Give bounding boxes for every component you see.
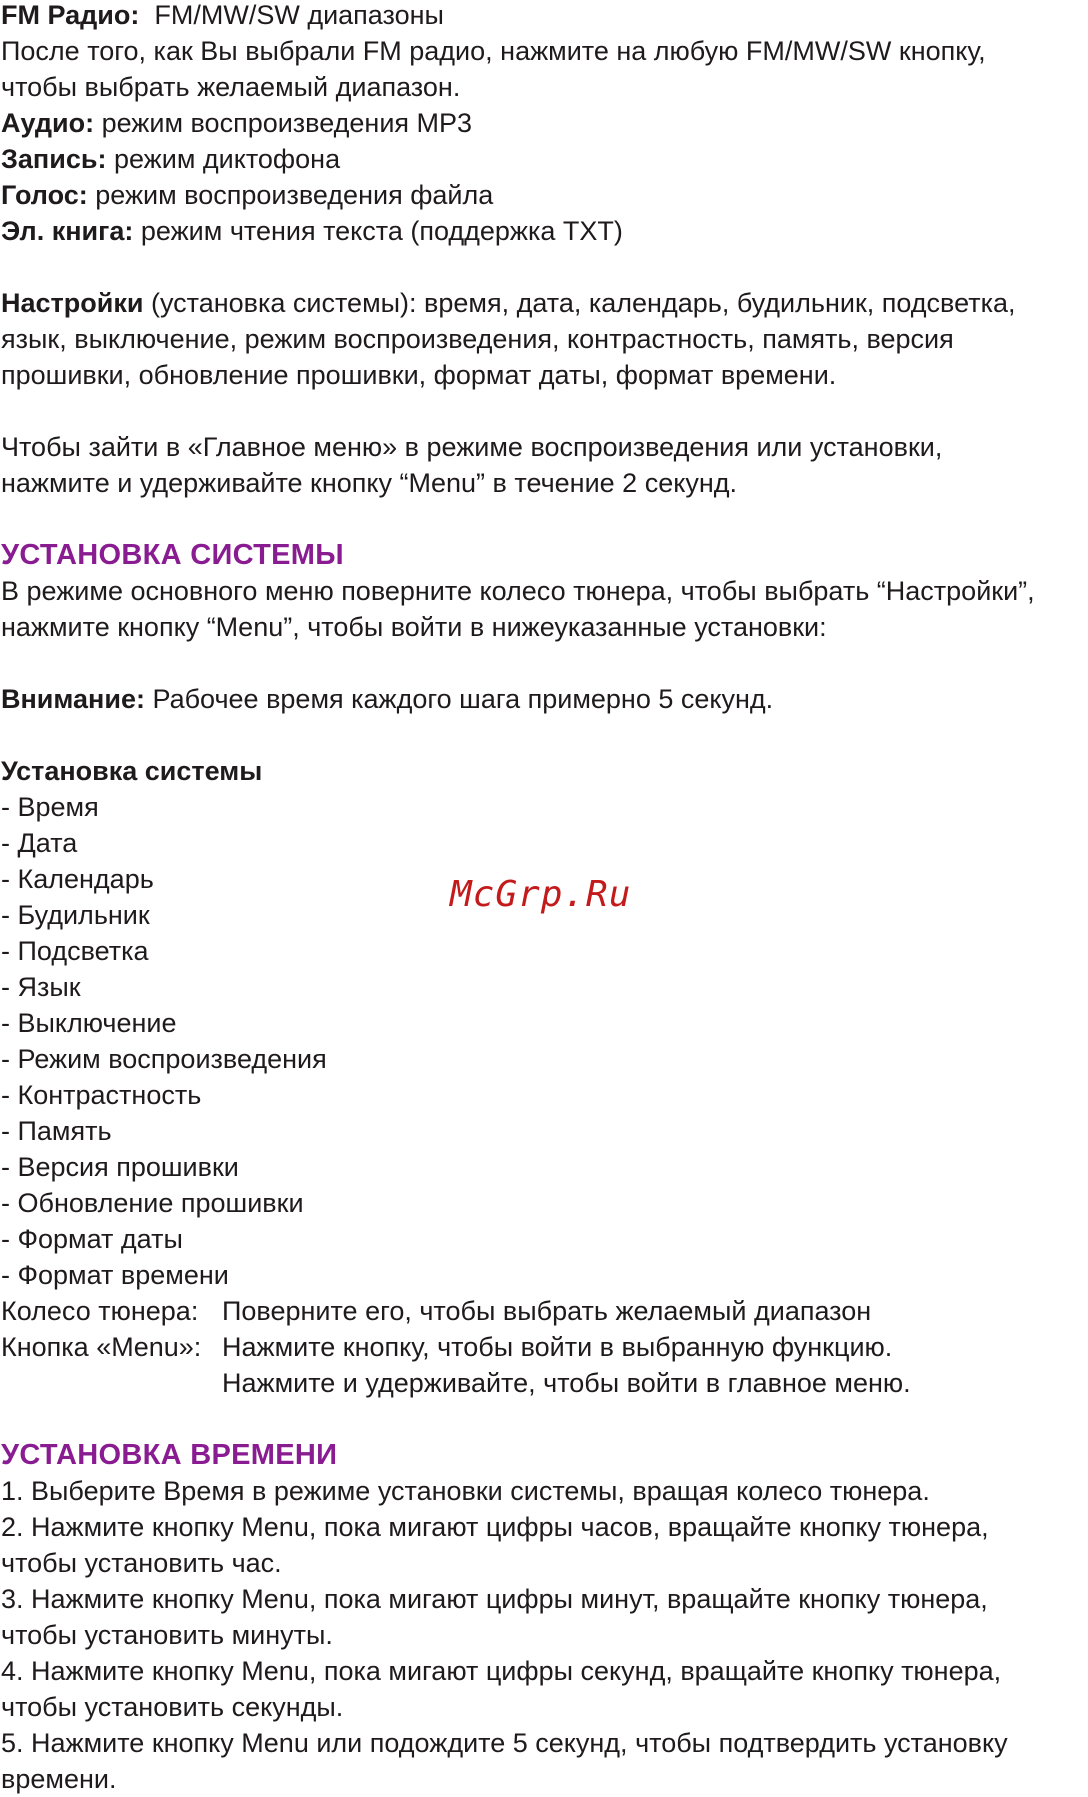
settings-label: Настройки: [1, 288, 144, 318]
intro-label: Запись:: [1, 144, 107, 174]
settings-line-2: язык, выключение, режим воспроизведения, контрастность, память, версия: [1, 324, 954, 354]
spacer: [1, 501, 1085, 537]
intro-line-fm: [1, 0, 1085, 33]
section-heading-time-setup: УСТАНОВКА ВРЕМЕНИ: [1, 1439, 338, 1471]
list-item: - Формат даты: [1, 1224, 183, 1254]
intro-text: FM/MW/SW диапазоны: [139, 0, 444, 30]
list-item: - Контрастность: [1, 1080, 202, 1110]
list-item: - Будильник: [1, 900, 150, 930]
step-line: 4. Нажмите кнопку Menu, пока мигают цифры секунд, вращайте кнопку тюнера,: [1, 1656, 1002, 1686]
intro-text: режим воспроизведения файла: [87, 180, 494, 210]
control-text: Нажмите и удерживайте, чтобы войти в главное меню.: [222, 1368, 911, 1398]
settings-line-1: [1, 285, 1085, 321]
spacer: [1, 717, 1085, 753]
attention-text: Рабочее время каждого шага примерно 5 секунд.: [144, 684, 774, 714]
time-setup-steps: [1, 1473, 1085, 1797]
list-item: - Дата: [1, 828, 78, 858]
intro-line-ebook: [1, 213, 1085, 249]
spacer: [1, 249, 1085, 285]
control-text: Поверните его, чтобы выбрать желаемый диапазон: [222, 1296, 872, 1326]
intro-line-audio: [1, 105, 1085, 141]
intro-line-voice: [1, 177, 1085, 213]
step-line: времени.: [1, 1764, 117, 1794]
main-menu-note-line-1: Чтобы зайти в «Главное меню» в режиме воспроизведения или установки,: [1, 432, 943, 462]
settings-text: (установка системы): время, дата, календарь, будильник, подсветка,: [143, 288, 1016, 318]
list-item: - Память: [1, 1116, 112, 1146]
list-item: - Подсветка: [1, 936, 149, 966]
list-item: - Обновление прошивки: [1, 1188, 304, 1218]
spacer: [1, 645, 1085, 681]
step-line: чтобы установить секунды.: [1, 1692, 344, 1722]
controls-list: [1, 1293, 1085, 1401]
control-label: Колесо тюнера:: [1, 1296, 199, 1326]
control-text: Нажмите кнопку, чтобы войти в выбранную функцию.: [222, 1332, 893, 1362]
list-item: - Время: [1, 792, 99, 822]
system-setup-line-1: В режиме основного меню поверните колесо тюнера, чтобы выбрать “Настройки”,: [1, 576, 1035, 606]
attention-label: Внимание:: [1, 684, 145, 714]
spacer: [1, 393, 1085, 429]
intro-text: режим чтения текста (поддержка TXT): [133, 216, 623, 246]
control-row-menu: [1, 1329, 1085, 1365]
spacer: [1, 1401, 1085, 1437]
section-heading-system-setup: УСТАНОВКА СИСТЕМЫ: [1, 539, 344, 571]
control-label: [1, 1365, 222, 1401]
list-item: - Формат времени: [1, 1260, 229, 1290]
control-label: Кнопка «Menu»:: [1, 1332, 202, 1362]
settings-line-3: прошивки, обновление прошивки, формат даты, формат времени.: [1, 360, 837, 390]
step-line: 3. Нажмите кнопку Menu, пока мигают цифры минут, вращайте кнопку тюнера,: [1, 1584, 988, 1614]
system-setup-list-title: Установка системы: [1, 756, 263, 786]
step-line: чтобы установить минуты.: [1, 1620, 333, 1650]
step-line: 1. Выберите Время в режиме установки системы, вращая колесо тюнера.: [1, 1476, 930, 1506]
intro-line: После того, как Вы выбрали FM радио, нажмите на любую FM/MW/SW кнопку,: [1, 36, 986, 66]
intro-label: Аудио:: [1, 108, 95, 138]
intro-line: чтобы выбрать желаемый диапазон.: [1, 72, 461, 102]
main-menu-note-line-2: нажмите и удерживайте кнопку “Menu” в течение 2 секунд.: [1, 468, 737, 498]
intro-label: Голос:: [1, 180, 88, 210]
step-line: 2. Нажмите кнопку Menu, пока мигают цифры часов, вращайте кнопку тюнера,: [1, 1512, 989, 1542]
intro-label: FM Радио:: [1, 0, 140, 30]
step-line: 5. Нажмите кнопку Menu или подождите 5 секунд, чтобы подтвердить установку: [1, 1728, 1008, 1758]
system-setup-list: [1, 789, 1085, 1293]
list-item: - Календарь: [1, 864, 154, 894]
intro-text: режим диктофона: [106, 144, 341, 174]
intro-text: режим воспроизведения MP3: [94, 108, 473, 138]
attention-note: [1, 681, 1085, 717]
list-item: - Язык: [1, 972, 81, 1002]
step-line: чтобы установить час.: [1, 1548, 282, 1578]
watermark: McGrp.Ru: [450, 874, 632, 915]
system-setup-line-2: нажмите кнопку “Menu”, чтобы войти в нижеуказанные установки:: [1, 612, 827, 642]
list-item: - Выключение: [1, 1008, 177, 1038]
intro-line-record: [1, 141, 1085, 177]
list-item: - Версия прошивки: [1, 1152, 239, 1182]
intro-label: Эл. книга:: [1, 216, 134, 246]
control-row-tuner: [1, 1293, 1085, 1329]
control-row-menu-hold: [1, 1365, 1085, 1401]
list-item: - Режим воспроизведения: [1, 1044, 327, 1074]
